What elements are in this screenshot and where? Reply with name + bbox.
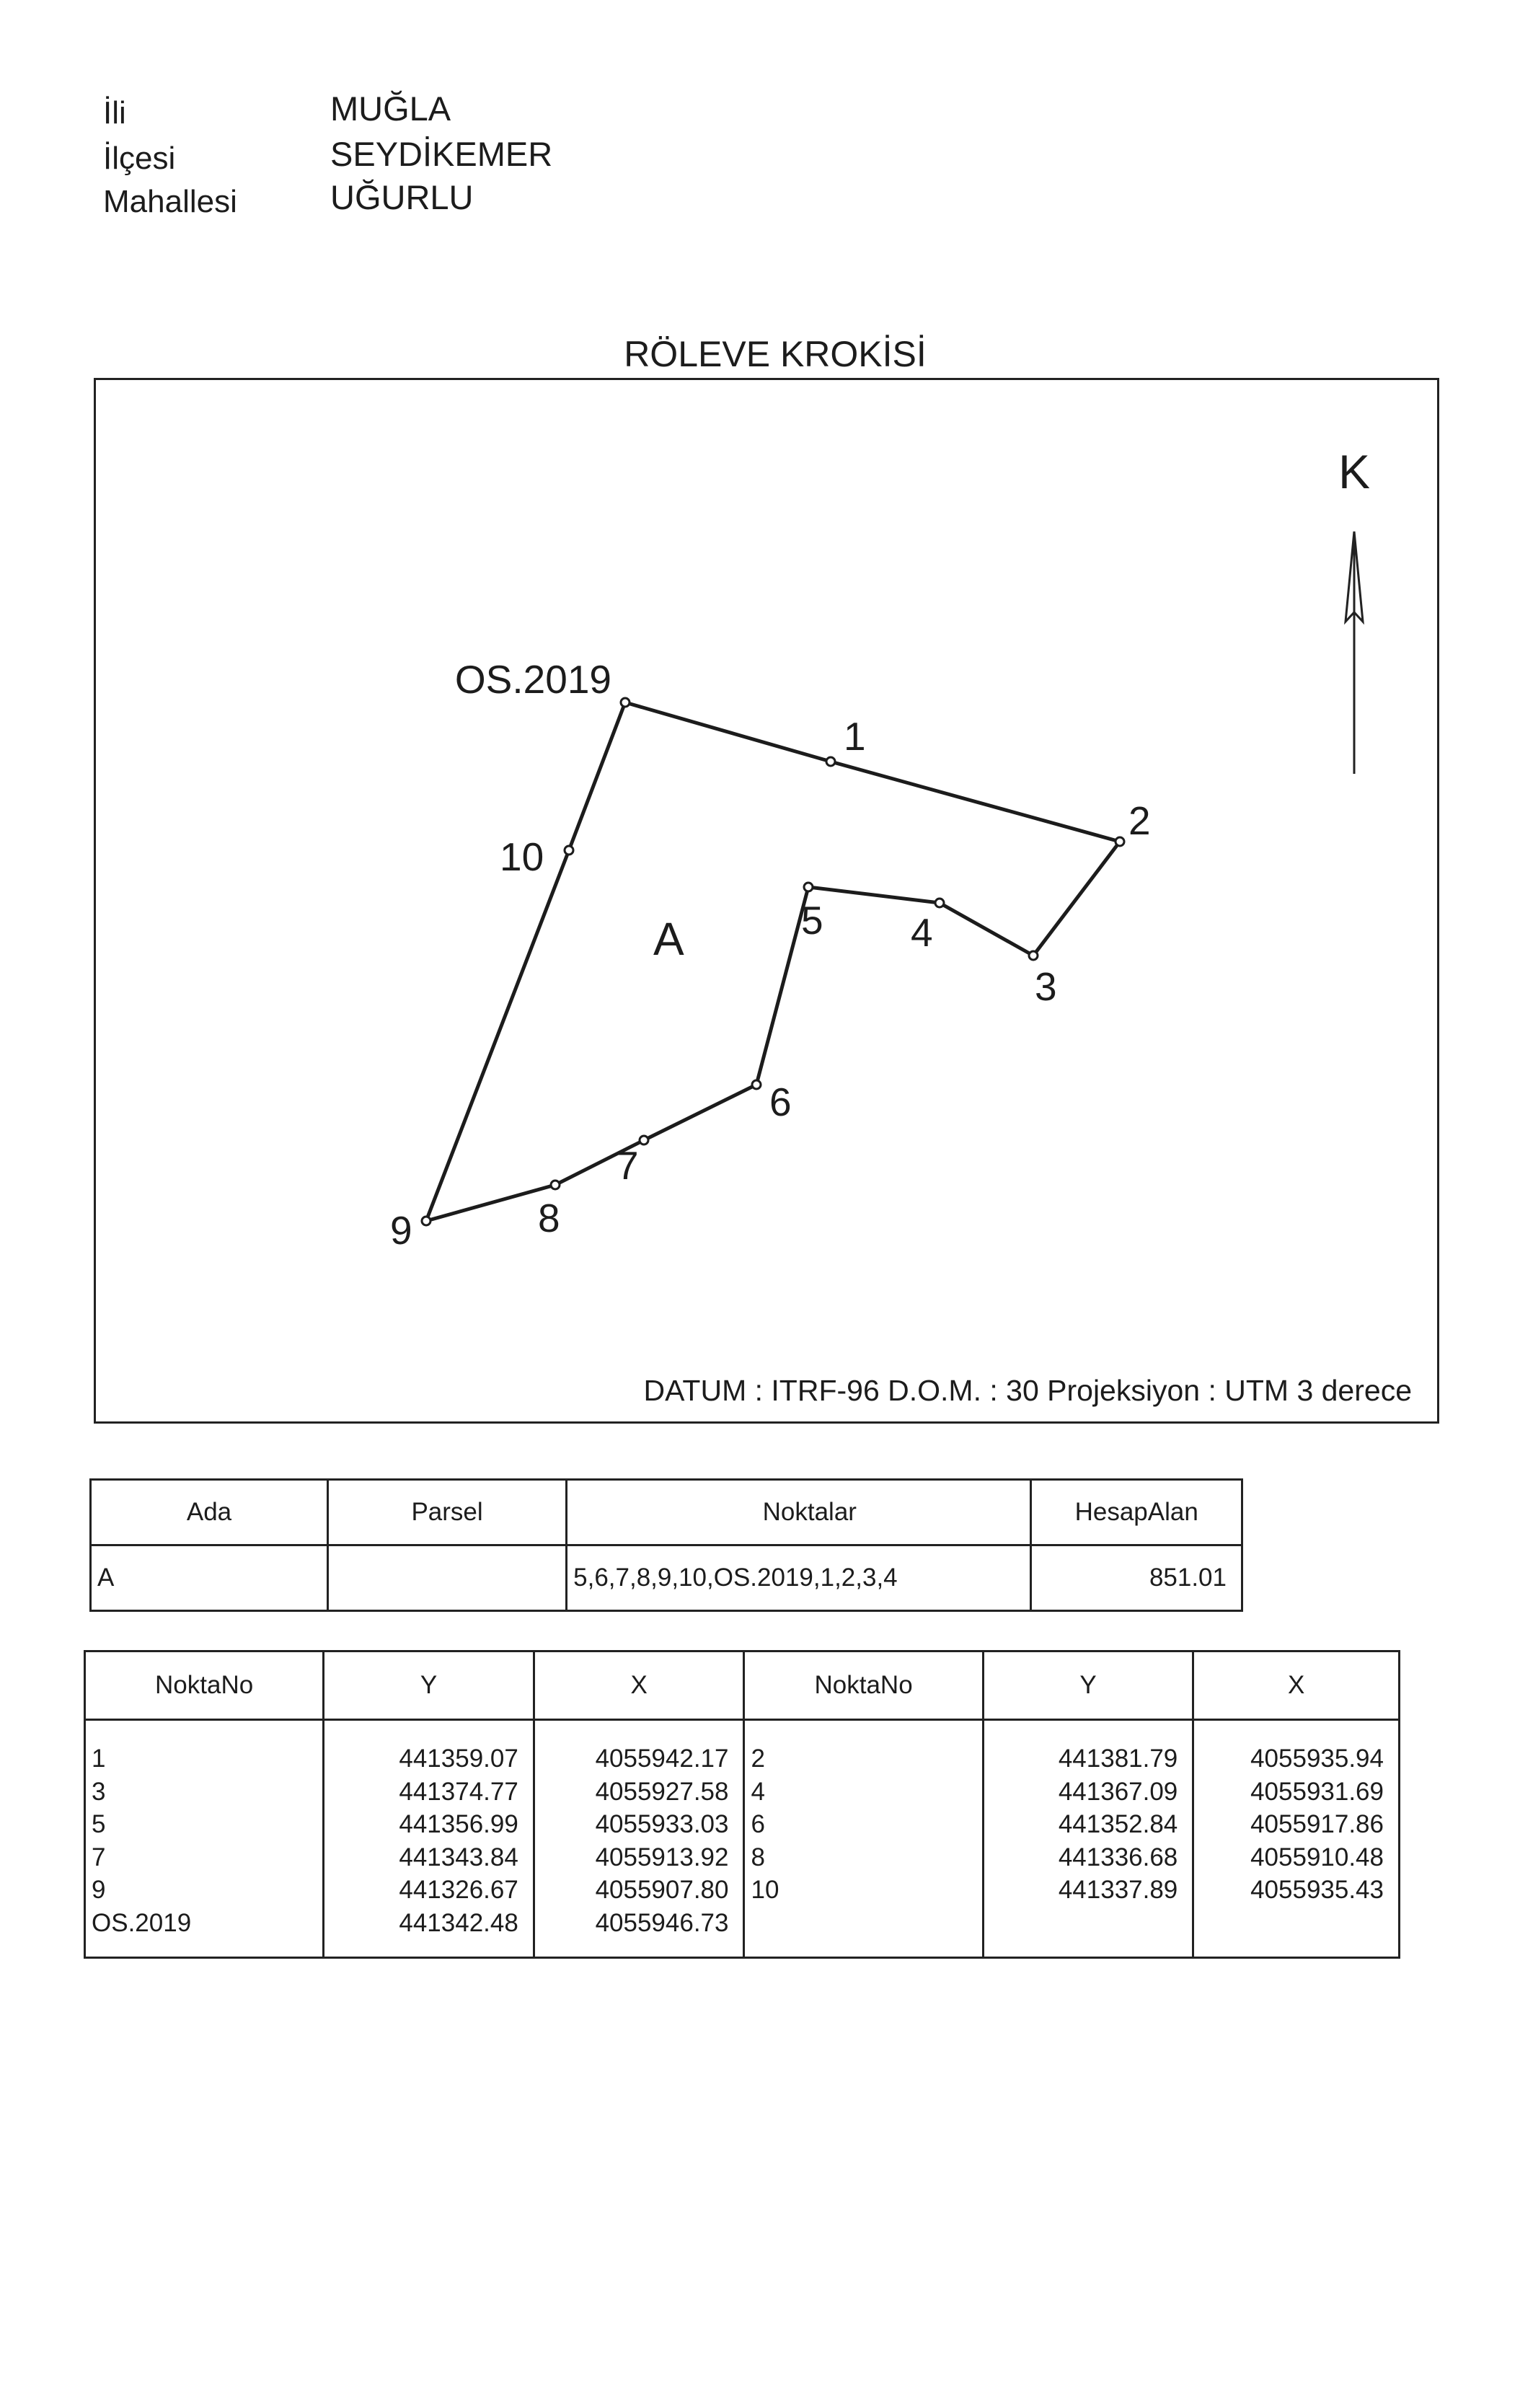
list-item: 7 (92, 1843, 106, 1871)
parcel-boundary (426, 702, 1120, 1221)
parcel-table-header (91, 1480, 1242, 1545)
header-noktalar: Noktalar (567, 1480, 1031, 1545)
list-item: 9 (92, 1876, 106, 1904)
list-item: 441343.84 (399, 1843, 518, 1871)
coordinate-table (84, 1650, 1400, 1959)
list-item: 441337.89 (1058, 1876, 1178, 1904)
list-item: 3 (92, 1777, 106, 1806)
parcel-table (89, 1478, 1243, 1612)
right-y-column (983, 1720, 1193, 1958)
point-label-4: 4 (911, 910, 933, 955)
sketch-canvas (96, 380, 1441, 1426)
list-item: 4055910.48 (1250, 1843, 1384, 1871)
list-item: 441381.79 (1058, 1745, 1178, 1773)
cell-ada: A (91, 1545, 328, 1611)
point-label-1: 1 (844, 714, 866, 759)
parcel-label: A (653, 913, 684, 965)
right-noktano-column (744, 1720, 983, 1958)
cell-hesapalan: 851.01 (1031, 1545, 1242, 1611)
list-item: 441342.48 (399, 1908, 518, 1937)
point-9-marker (422, 1217, 430, 1225)
header-noktano-left: NoktaNo (85, 1651, 324, 1720)
list-item: 4 (751, 1777, 765, 1806)
point-label-9: 9 (390, 1208, 412, 1253)
datum-note: DATUM : ITRF-96 D.O.M. : 30 Projeksiyon : UTM 3 derece (643, 1374, 1412, 1407)
point-4-marker (935, 899, 944, 907)
list-item: 6 (751, 1810, 765, 1838)
ilce-label: İlçesi (103, 141, 176, 176)
header-x-right: X (1193, 1651, 1400, 1720)
list-item: 4055946.73 (595, 1908, 729, 1937)
il-label: İli (103, 95, 126, 131)
table-row (91, 1545, 1242, 1611)
list-item: 4055942.17 (595, 1745, 729, 1773)
right-x-column (1193, 1720, 1400, 1958)
cell-noktalar: 5,6,7,8,9,10,OS.2019,1,2,3,4 (567, 1545, 1031, 1611)
list-item: 441367.09 (1058, 1777, 1178, 1806)
point-2-marker (1115, 837, 1124, 846)
point-label-6: 6 (769, 1080, 792, 1124)
list-item: 8 (751, 1843, 765, 1871)
header-x-left: X (534, 1651, 744, 1720)
point-1-marker (826, 757, 835, 766)
left-y-column (324, 1720, 534, 1958)
list-item: 4055931.69 (1250, 1777, 1384, 1806)
list-item: 4055933.03 (595, 1810, 729, 1838)
point-5-marker (804, 883, 813, 891)
north-label: K (1338, 445, 1371, 498)
header-hesapalan: HesapAlan (1031, 1480, 1242, 1545)
list-item: 10 (751, 1876, 779, 1904)
list-item: 4055913.92 (595, 1843, 729, 1871)
cell-parsel (328, 1545, 567, 1611)
point-7-marker (640, 1136, 648, 1145)
survey-sketch (94, 378, 1439, 1424)
point-label-os2019: OS.2019 (454, 657, 611, 702)
point-6-marker (752, 1080, 761, 1089)
list-item: 1 (92, 1745, 106, 1773)
list-item: 441374.77 (399, 1777, 518, 1806)
list-item: 441352.84 (1058, 1810, 1178, 1838)
list-item: 4055935.94 (1250, 1745, 1384, 1773)
list-item: 4055935.43 (1250, 1876, 1384, 1904)
point-label-2: 2 (1128, 798, 1151, 843)
left-x-column (534, 1720, 744, 1958)
list-item: 4055917.86 (1250, 1810, 1384, 1838)
point-10-marker (565, 846, 573, 855)
ilce-value: SEYDİKEMER (330, 135, 553, 173)
document-title: RÖLEVE KROKİSİ (624, 334, 927, 374)
point-label-10: 10 (500, 834, 544, 879)
north-arrow-icon (1346, 532, 1363, 774)
list-item: 4055907.80 (595, 1876, 729, 1904)
point-os2019-marker (621, 698, 629, 707)
header-y-right: Y (983, 1651, 1193, 1720)
point-label-3: 3 (1035, 964, 1057, 1009)
list-item: 5 (92, 1810, 106, 1838)
header-noktano-right: NoktaNo (744, 1651, 983, 1720)
mahalle-value: UĞURLU (330, 178, 474, 216)
point-3-marker (1029, 951, 1038, 960)
il-value: MUĞLA (330, 89, 451, 128)
point-label-7: 7 (617, 1143, 639, 1188)
header-ada: Ada (91, 1480, 328, 1545)
coordinate-table-body (85, 1720, 1400, 1958)
list-item: 2 (751, 1745, 765, 1773)
header-parsel: Parsel (328, 1480, 567, 1545)
list-item: 4055927.58 (595, 1777, 729, 1806)
list-item: OS.2019 (92, 1908, 192, 1937)
list-item: 441356.99 (399, 1810, 518, 1838)
point-label-8: 8 (538, 1196, 560, 1240)
mahalle-label: Mahallesi (103, 184, 237, 219)
coordinate-table-header (85, 1651, 1400, 1720)
point-label-5: 5 (801, 898, 823, 943)
list-item: 441336.68 (1058, 1843, 1178, 1871)
left-noktano-column (85, 1720, 324, 1958)
list-item: 441359.07 (399, 1745, 518, 1773)
header-y-left: Y (324, 1651, 534, 1720)
point-8-marker (551, 1181, 560, 1189)
list-item: 441326.67 (399, 1876, 518, 1904)
